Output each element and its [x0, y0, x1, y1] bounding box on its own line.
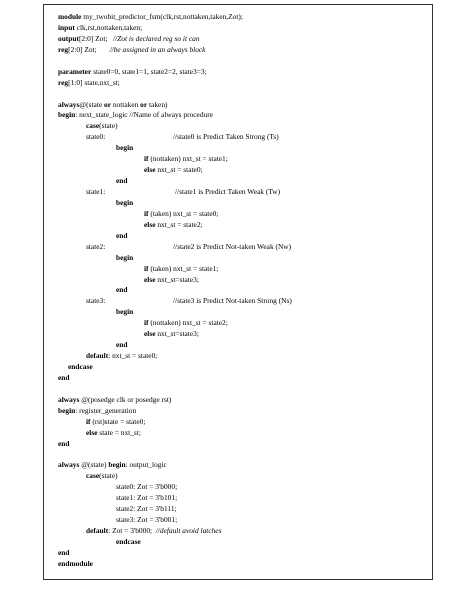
document-page: [43, 4, 433, 580]
code-keyword: begin: [58, 110, 76, 120]
code-line: [58, 275, 428, 286]
code-line: [58, 504, 428, 515]
code-line: [58, 110, 428, 121]
code-segment-group: [58, 100, 167, 111]
code-text: state0: Zot = 3'b000;: [116, 482, 178, 492]
code-segment-group: [58, 395, 171, 406]
code-line: [58, 143, 428, 154]
code-segment-group: [173, 242, 291, 253]
code-line: [58, 395, 428, 406]
code-line: [58, 329, 428, 340]
code-segment-group: [86, 526, 221, 537]
code-line: [58, 307, 428, 318]
code-line: [58, 264, 428, 275]
code-segment-group: [173, 296, 292, 307]
code-text: clk,rst,nottaken,taken;: [74, 22, 143, 32]
code-segment-group: [144, 165, 203, 176]
code-keyword: else: [144, 329, 156, 339]
code-text: taken): [147, 99, 168, 109]
code-segment-group: [58, 67, 207, 78]
code-segment-group: [68, 362, 93, 373]
code-line: [58, 559, 428, 570]
blank-line: [58, 56, 428, 67]
code-keyword: always: [58, 99, 80, 109]
code-line: [58, 526, 428, 537]
code-line: [58, 23, 428, 34]
code-line: [58, 460, 428, 471]
code-keyword: begin: [58, 405, 76, 415]
code-keyword: begin: [116, 307, 134, 317]
code-segment-group: [116, 143, 133, 154]
code-keyword: else: [144, 165, 156, 175]
code-keyword: end: [58, 547, 70, 557]
code-text: [2:0] Zot;: [68, 44, 110, 54]
code-segment-group: [86, 471, 118, 482]
code-segment-group: [58, 439, 70, 450]
code-segment-group: [144, 154, 228, 165]
code-segment-group: [58, 460, 167, 471]
code-text: (rst)state = state0;: [90, 416, 146, 426]
code-line: [58, 100, 428, 111]
code-keyword: end: [116, 340, 128, 350]
code-keyword: default: [86, 526, 109, 536]
code-text: nxt_st=state3;: [155, 329, 199, 339]
code-segment-group: [116, 307, 133, 318]
code-segment-group: [116, 285, 128, 296]
code-text: //state1 is Predict Taken Weak (Tw): [175, 187, 281, 196]
code-segment-group: [116, 515, 177, 526]
code-segment-group: [58, 110, 213, 121]
code-text: state1: Zot = 3'b101;: [116, 493, 178, 503]
code-keyword: input: [58, 22, 75, 32]
code-text: @(posedge clk or posedge rst): [79, 394, 172, 404]
code-segment-group: [116, 493, 177, 504]
code-line: [58, 515, 428, 526]
code-text: nxt_st = state0;: [155, 165, 203, 175]
code-line: [58, 12, 428, 23]
code-text: state2:: [86, 241, 106, 251]
code-keyword: if: [144, 263, 149, 273]
code-text: : output_logic: [125, 460, 167, 470]
code-line: [58, 220, 428, 231]
code-line: [58, 187, 428, 198]
code-segment-group: [86, 242, 105, 253]
code-keyword: else: [86, 427, 98, 437]
code-line: [58, 231, 428, 242]
code-segment-group: [116, 253, 133, 264]
code-text: (state): [99, 121, 118, 131]
code-segment-group: [58, 34, 200, 45]
code-text: //state3 is Predict Not-taken Strong (Ns): [173, 296, 292, 306]
code-text: state0=0, state1=1, state2=2, state3=3;: [91, 66, 207, 76]
code-keyword: or: [104, 99, 112, 109]
code-segment-group: [116, 340, 128, 351]
code-line: [58, 285, 428, 296]
code-segment-group: [86, 417, 145, 428]
code-segment-group: [58, 559, 93, 570]
code-keyword: reg: [58, 44, 69, 54]
code-line: [58, 537, 428, 548]
code-keyword: case: [86, 471, 100, 481]
code-line: [58, 406, 428, 417]
code-keyword: output: [58, 33, 79, 43]
code-line: [58, 176, 428, 187]
code-text: //state0 is Predict Taken Strong (Ts): [173, 132, 279, 142]
code-line: [58, 318, 428, 329]
code-keyword: always: [58, 460, 80, 470]
code-line: [58, 132, 428, 143]
code-segment-group: [86, 428, 141, 439]
code-text: @(state: [79, 99, 105, 109]
code-segment-group: [116, 537, 141, 548]
code-line: [58, 154, 428, 165]
code-keyword: begin: [116, 252, 134, 262]
code-text: state = nxt_st;: [97, 427, 141, 437]
code-keyword: if: [144, 208, 149, 218]
code-segment-group: [58, 45, 205, 56]
code-segment-group: [86, 132, 105, 143]
code-text: : next_state_logic //Name of always procedure: [75, 110, 213, 120]
code-segment-group: [173, 132, 279, 143]
code-line: [58, 253, 428, 264]
code-keyword: module: [58, 12, 82, 21]
code-keyword: end: [116, 285, 128, 295]
code-segment-group: [144, 275, 199, 286]
code-text: nxt_st=state3;: [155, 274, 199, 284]
code-text: state0:: [86, 132, 106, 142]
code-text: state3:: [86, 296, 106, 306]
code-comment: //be assigned in an always block: [109, 44, 206, 54]
code-segment-group: [58, 78, 120, 89]
code-line: [58, 548, 428, 559]
code-line: [58, 67, 428, 78]
code-segment-group: [58, 548, 70, 559]
code-text: @(state): [79, 460, 109, 470]
code-line: [58, 34, 428, 45]
code-text: state3: Zot = 3'b001;: [116, 515, 178, 525]
code-segment-group: [58, 373, 70, 384]
code-keyword: end: [116, 176, 128, 186]
code-line: [58, 121, 428, 132]
code-line: [58, 209, 428, 220]
code-keyword: begin: [116, 197, 134, 207]
code-line: [58, 373, 428, 384]
blank-line: [58, 450, 428, 461]
code-keyword: else: [144, 219, 156, 229]
code-segment-group: [175, 187, 280, 198]
code-line: [58, 428, 428, 439]
code-text: state1:: [86, 187, 106, 196]
code-line: [58, 45, 428, 56]
code-comment: //default avoid latches: [155, 526, 222, 536]
code-segment-group: [116, 176, 128, 187]
code-segment-group: [144, 329, 199, 340]
code-text: (state): [99, 471, 118, 481]
code-segment-group: [116, 231, 128, 242]
code-keyword: or: [140, 99, 148, 109]
code-keyword: end: [116, 230, 128, 240]
code-text: (nottaken) nxt_st = state2;: [148, 318, 228, 328]
blank-line: [58, 89, 428, 100]
code-keyword: begin: [116, 143, 134, 153]
code-segment-group: [86, 351, 157, 362]
code-line: [58, 165, 428, 176]
code-keyword: end: [58, 438, 70, 448]
code-keyword: end: [58, 372, 70, 382]
code-text: my_twobit_predictor_fsm(clk,rst,nottaken,taken,Zot);: [81, 12, 243, 21]
code-keyword: endcase: [116, 537, 141, 546]
code-text: nottaken: [111, 99, 141, 109]
code-comment: //Zot is declared reg so it can: [113, 33, 200, 43]
code-keyword: endcase: [68, 362, 93, 371]
code-line: [58, 493, 428, 504]
code-segment-group: [116, 504, 177, 515]
code-line: [58, 439, 428, 450]
code-line: [58, 362, 428, 373]
code-keyword: always: [58, 394, 80, 404]
code-segment-group: [116, 482, 177, 493]
code-segment-group: [144, 264, 218, 275]
code-text: nxt_st = state2;: [155, 219, 203, 229]
code-keyword: if: [144, 318, 149, 328]
code-keyword: if: [86, 416, 91, 426]
code-segment-group: [58, 23, 142, 34]
code-keyword: reg: [58, 77, 69, 87]
code-segment-group: [86, 187, 105, 198]
code-keyword: endmodule: [58, 558, 93, 568]
code-text: [2:0] Zot;: [78, 33, 114, 43]
code-segment-group: [86, 121, 118, 132]
code-segment-group: [116, 198, 133, 209]
code-text: //state2 is Predict Not-taken Weak (Nw): [173, 241, 292, 251]
code-keyword: if: [144, 154, 149, 164]
code-text: : Zot = 3'b000;: [108, 526, 156, 536]
code-line: [58, 296, 428, 307]
blank-line: [58, 384, 428, 395]
code-keyword: default: [86, 351, 109, 361]
code-keyword: case: [86, 121, 100, 131]
code-line: [58, 417, 428, 428]
code-segment-group: [144, 220, 203, 231]
code-line: [58, 340, 428, 351]
code-segment-group: [86, 296, 105, 307]
code-keyword: begin: [108, 460, 126, 470]
code-text: [1:0] state,nxt_st;: [68, 77, 120, 87]
code-text: (taken) nxt_st = state1;: [148, 263, 219, 273]
code-text: state2: Zot = 3'b111;: [116, 504, 177, 514]
code-line: [58, 242, 428, 253]
code-text: (nottaken) nxt_st = state1;: [148, 154, 228, 164]
code-keyword: parameter: [58, 66, 92, 76]
code-segment-group: [58, 12, 243, 23]
code-segment-group: [144, 209, 218, 220]
code-segment-group: [144, 318, 228, 329]
code-line: [58, 198, 428, 209]
code-keyword: else: [144, 274, 156, 284]
verilog-code-block: [58, 12, 428, 570]
code-line: [58, 482, 428, 493]
code-text: : nxt_st = state0;: [108, 351, 158, 361]
code-line: [58, 471, 428, 482]
code-line: [58, 78, 428, 89]
code-segment-group: [58, 406, 136, 417]
code-line: [58, 351, 428, 362]
code-text: (taken) nxt_st = state0;: [148, 208, 219, 218]
code-text: : register_generation: [75, 405, 137, 415]
